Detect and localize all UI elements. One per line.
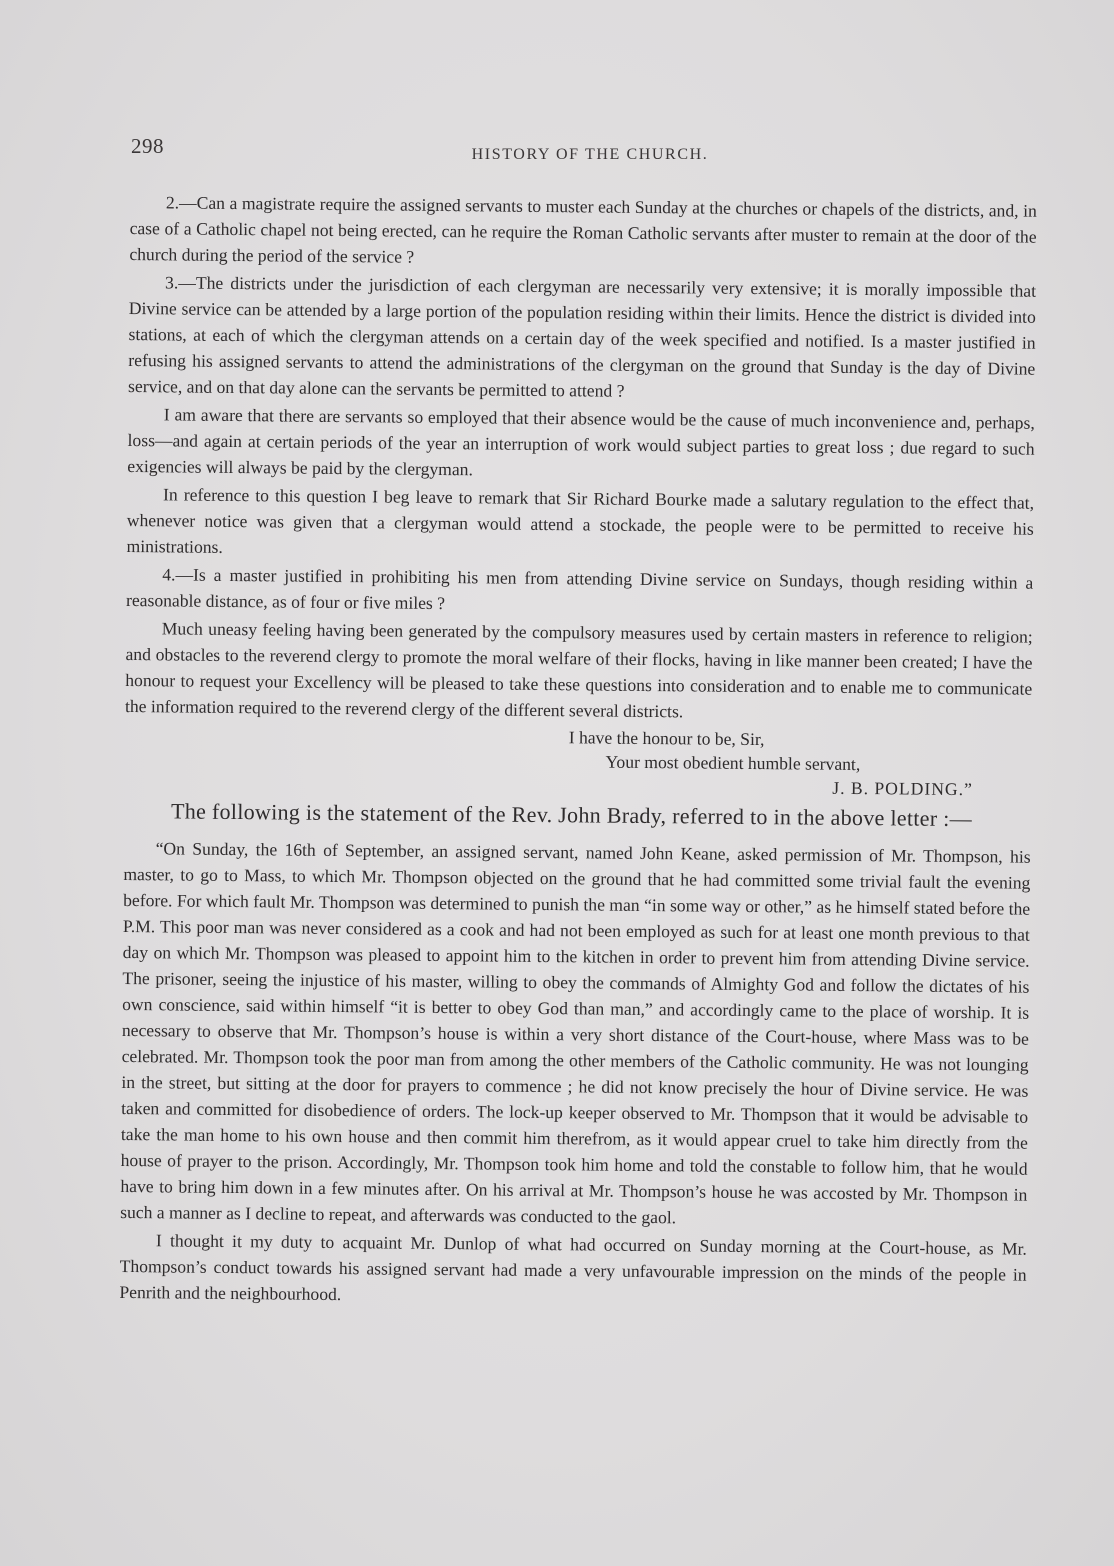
uneasy-feeling-paragraph: Much uneasy feeling having been generated by the compulsory measures used by certain masters in reference to religion; and obstacles to the reverend clergy to promote the moral welfare of their flocks, having in like manner been created; I have the honour to request your Excellency will be pleased to take these questions into consideration and to enable me to communicate the information required to the reverend clergy of the different several districts. <box>124 618 1033 722</box>
question-2-paragraph: 2.—Can a magistrate require the assigned servants to muster each Sunday at the churches or chapels of the districts, and, in case of a Catholic chapel not being erected, can he require the Roman Catholic servants after muster to remain at the door of the church during the period of the service ? <box>129 192 1037 267</box>
closing-line-1: I have the honour to be, Sir, <box>568 727 765 750</box>
question-3-paragraph: 3.—The districts under the jurisdiction of each clergyman are necessarily very extensive; it is morally impossible that Divine service can be attended by a large portion of the population residing within their limits. Hence the district is divided into stations, at each of which the clergyman attends on a certain day of the week specified and notified. Is a master justified in refusing his assigned servants to attend the administrations of the clergyman on the ground that Sunday is the day of Divine service, and on that day alone can the servants be permitted to attend ? <box>128 272 1037 401</box>
question-4-paragraph: 4.—Is a master justified in prohibiting his men from attending Divine service on Sundays, though residing within a reasonable distance, as of four or five miles ? <box>125 564 1034 614</box>
page-number: 298 <box>131 134 164 158</box>
statement-paragraph-1: “On Sunday, the 16th of September, an assigned servant, named John Keane, asked permission of Mr. Thompson, his master, to go to Mass, to which Mr. Thompson objected on the ground that he had committed some trivial fault the evening before. For which fault Mr. Thompson was determined to punish the man “in some way or other,” as he himself stated before the P.M. This poor man was never considered as a cook and had not been employed as such for at least one month previous to that day on which Mr. Thompson was pleased to appoint him to the kitchen in order to prevent him from attending Divine service. The prisoner, seeing the injustice of his master, willing to obey the commands of Almighty God and follow the dictates of his own conscience, said within himself “it is better to obey God than man,” and accordingly came to the place of worship. It is necessary to observe that Mr. Thompson’s house is within a very short distance of the Court-house, where Mass was to be celebrated. Mr. Thompson took the poor man from among the other members of the Catholic community. He was not lounging in the street, but sitting at the door for prayers to commence ; he did not know precisely the hour of Divine service. He was taken and committed for disobedience of orders. The lock-up keeper observed to Mr. Thompson that it would be advisable to take the man home to his own house and then commit him therefrom, as it would appear cruel to take him directly from the house of prayer to the prison. Accordingly, Mr. Thompson took him home and told the constable to follow him, that he would have to bring him down in a few minutes after. On his arrival at Mr. Thompson’s house he was accosted by Mr. Thompson in such a manner as I decline to repeat, and afterwards was conducted to the gaol. <box>120 838 1031 1228</box>
running-title: HISTORY OF THE CHURCH. <box>471 146 709 163</box>
statement-paragraph-2: I thought it my duty to acquaint Mr. Dunlop of what had occurred on Sunday morning at the Court-house, as Mr. Thompson’s conduct towards his assigned servant had made a very unfavourable impression on the minds of the people in Penrith and the neighbourhood. <box>119 1230 1027 1305</box>
signature: J. B. POLDING.” <box>832 777 973 800</box>
letter-closing <box>124 721 1032 802</box>
body-text <box>119 189 1037 1316</box>
intro-paragraph: The following is the statement of the Rev. John Brady, referred to in the above letter :— <box>170 798 973 832</box>
reference-paragraph: In reference to this question I beg leave to remark that Sir Richard Bourke made a salutary regulation to the effect that, whenever notice was given that a clergyman would attend a stockade, the people were to be permitted to receive his ministrations. <box>126 484 1035 557</box>
closing-line-2: Your most obedient humble servant, <box>605 751 861 775</box>
aware-paragraph: I am aware that there are servants so employed that their absence would be the cause of much inconvenience and, perhaps, loss—and again at certain periods of the year an interruption of work would subject parties to great loss ; due regard to such exigencies will always be paid by the clergyman. <box>127 404 1035 480</box>
